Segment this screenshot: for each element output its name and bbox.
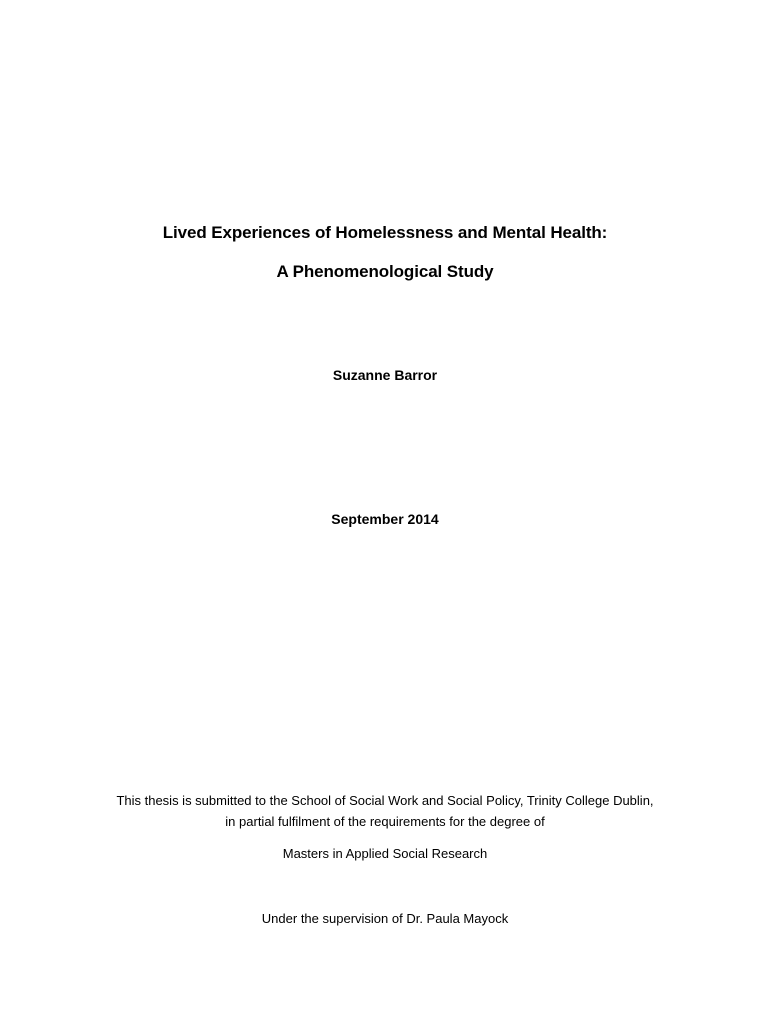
supervisor-statement: Under the supervision of Dr. Paula Mayock (261, 911, 509, 926)
thesis-title: Lived Experiences of Homelessness and Mental Health: (162, 223, 608, 242)
submission-statement-line-1: This thesis is submitted to the School of Social Work and Social Policy, Trinity College Dublin, (116, 793, 654, 808)
author-name: Suzanne Barror (332, 367, 438, 383)
submission-date: September 2014 (331, 511, 439, 527)
thesis-subtitle: A Phenomenological Study (276, 262, 494, 281)
submission-statement-line-2: in partial fulfilment of the requirements for the degree of (225, 814, 545, 829)
degree-name: Masters in Applied Social Research (282, 846, 488, 861)
